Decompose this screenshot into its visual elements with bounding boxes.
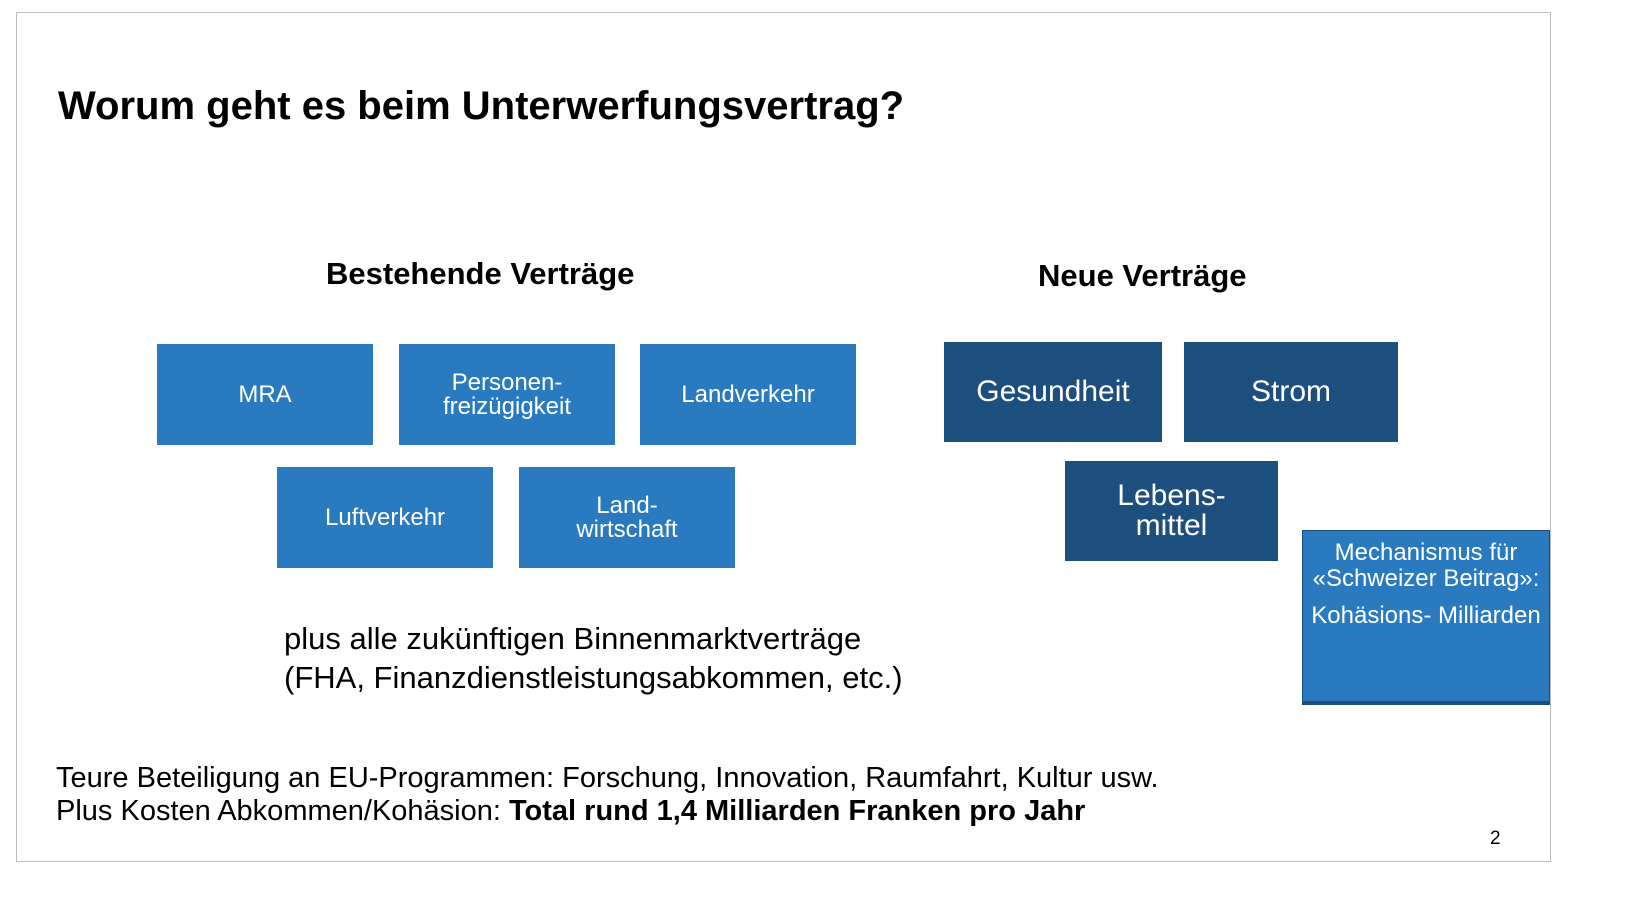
heading-existing-contracts: Bestehende Verträge	[326, 256, 635, 291]
box-lebensmittel-label-1: Lebens-	[1117, 479, 1226, 512]
box-lebensmittel	[1065, 461, 1278, 561]
box-luftverkehr	[277, 467, 493, 568]
future-contracts-line-2: (FHA, Finanzdienstleistungsabkommen, etc.)	[284, 659, 903, 695]
heading-new-contracts: Neue Verträge	[1038, 258, 1247, 293]
box-mra	[157, 344, 373, 445]
box-luftverkehr-label: Luftverkehr	[324, 503, 446, 531]
box-landverkehr	[640, 344, 856, 445]
mechanismus-line-3: Beitrag»:	[1443, 565, 1540, 593]
mechanismus-line-1: Mechanismus	[1334, 539, 1483, 566]
footer-text	[56, 762, 1159, 829]
box-landverkehr-label: Landverkehr	[681, 380, 815, 408]
footer-line-2-bold: Total rund 1,4 Milliarden Franken pro Jahr	[508, 795, 1086, 828]
box-strom	[1184, 342, 1398, 442]
box-landwirtschaft-label-2: wirtschaft	[576, 515, 678, 543]
box-strom-label: Strom	[1250, 375, 1331, 408]
future-contracts-text	[284, 620, 903, 698]
page-number: 2	[1490, 828, 1501, 849]
box-gesundheit-label: Gesundheit	[976, 375, 1130, 408]
mechanismus-line-2: für «Schweizer	[1312, 539, 1518, 593]
footer-line-2	[56, 795, 1159, 828]
mechanismus-sub-line-1: Kohäsions-	[1311, 601, 1432, 629]
footer-line-1: Teure Beteiligung an EU-Programmen: Forschung, Innovation, Raumfahrt, Kultur usw.	[56, 762, 1159, 794]
box-personenfreizuegigkeit-label-1: Personen-	[451, 368, 563, 396]
box-mechanismus	[1302, 530, 1550, 702]
box-gesundheit	[944, 342, 1162, 442]
box-lebensmittel-label-2: mittel	[1135, 509, 1208, 542]
box-landwirtschaft-label-1: Land-	[596, 491, 658, 519]
box-landwirtschaft	[519, 467, 735, 568]
box-mra-label: MRA	[238, 380, 292, 408]
slide-title: Worum geht es beim Unterwerfungsvertrag?	[58, 84, 905, 128]
box-personenfreizuegigkeit-label-2: freizügigkeit	[442, 392, 572, 420]
footer-line-2-prefix: Plus Kosten Abkommen/Kohäsion:	[56, 795, 509, 828]
future-contracts-line-1: plus alle zukünftigen Binnenmarktverträge	[284, 621, 862, 656]
box-personenfreizuegigkeit	[399, 344, 615, 445]
mechanismus-sub-line-2: Milliarden	[1438, 601, 1541, 629]
